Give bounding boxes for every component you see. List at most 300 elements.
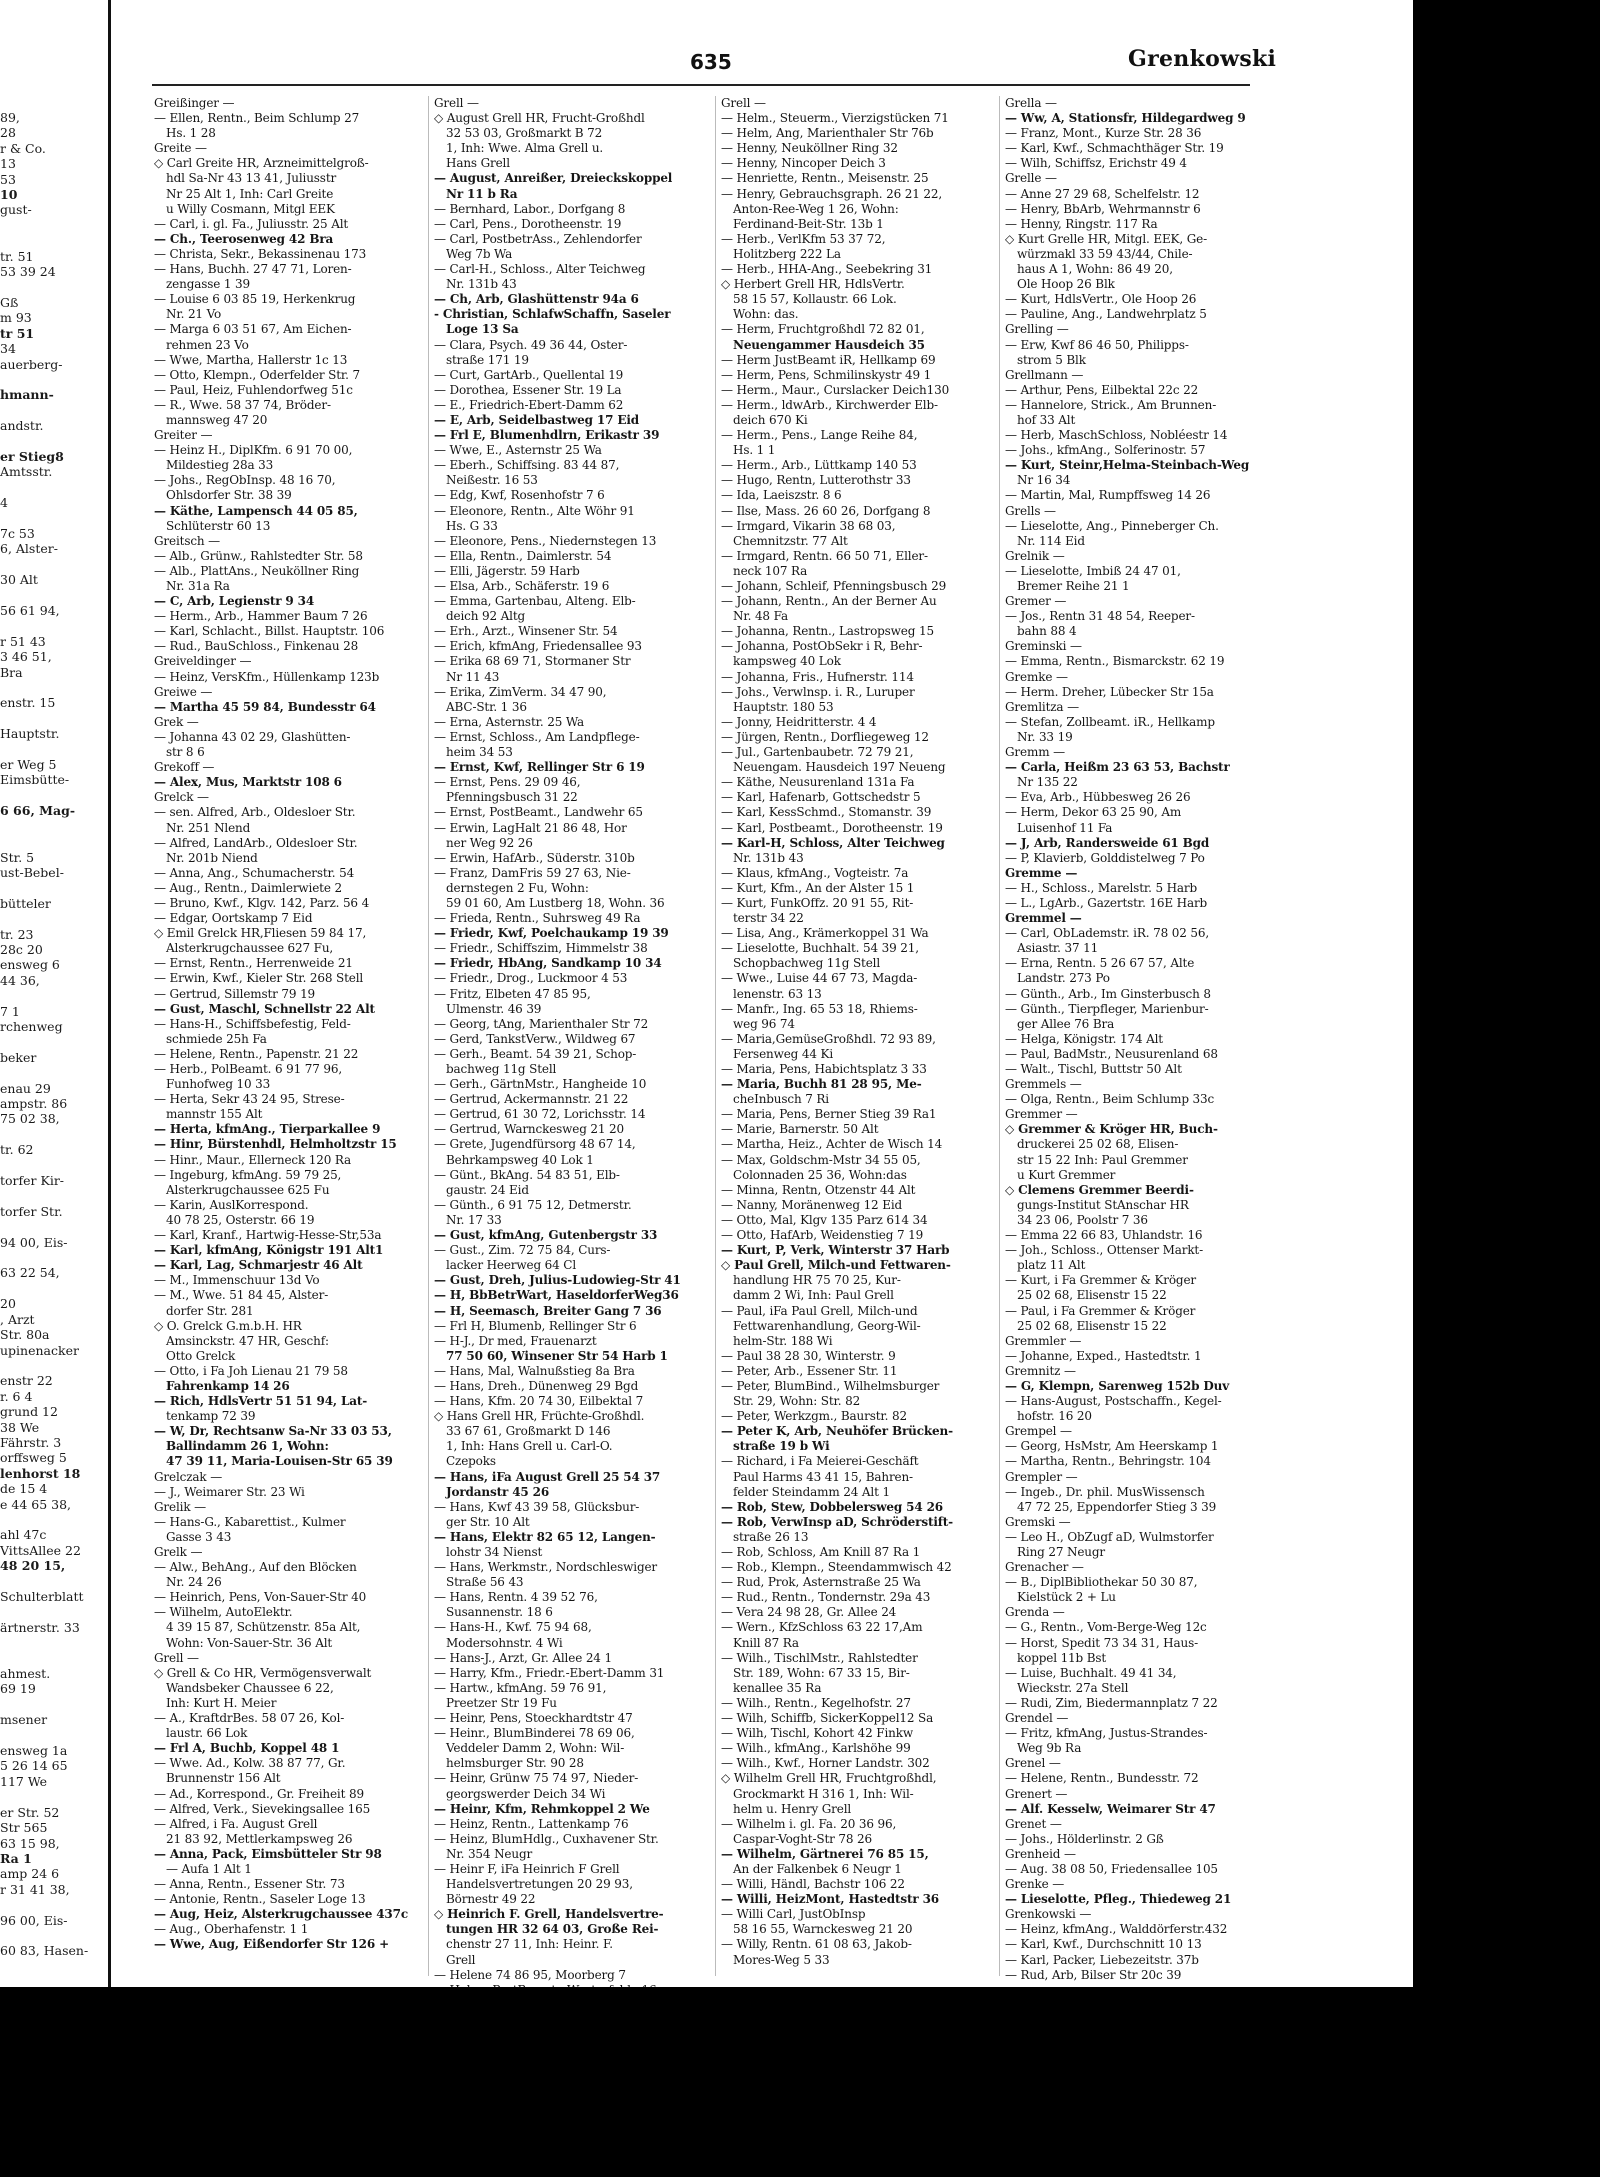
previous-page-line: orffsweg 5: [0, 1450, 67, 1466]
previous-page-line: ahl 47c: [0, 1527, 47, 1543]
entry-continuation-line: Czepoks: [446, 1454, 496, 1469]
directory-entry-line: — Emma, Rentn., Bismarckstr. 62 19: [1005, 654, 1225, 669]
directory-entry-line: — E, Arb, Seidelbastweg 17 Eid: [434, 412, 639, 427]
previous-page-line: 4: [0, 495, 8, 511]
directory-entry-line: — Richard, i Fa Meierei-Geschäft: [721, 1454, 919, 1469]
directory-entry-line: — Gerh., Beamt. 54 39 21, Schop-: [434, 1046, 637, 1061]
previous-page-line: 63 15 98,: [0, 1835, 60, 1851]
previous-page-line: tr. 51: [0, 248, 34, 264]
previous-page-line: [0, 1034, 104, 1049]
entry-continuation-line: lohstr 34 Nienst: [446, 1545, 543, 1559]
directory-entry-line: — Vera 24 98 28, Gr. Allee 24: [721, 1605, 897, 1620]
entry-continuation-line: Nr 16 34: [1017, 473, 1071, 488]
directory-entry-line: — Henriette, Rentn., Meisenstr. 25: [721, 171, 929, 186]
directory-entry-line: — Gertrud, Sillemstr 79 19: [154, 986, 316, 1001]
directory-entry-line: Gremnitz —: [1005, 1363, 1076, 1378]
directory-entry-line: — Herb, MaschSchloss, Nobléestr 14: [1005, 428, 1228, 443]
scan-border-right: [1413, 0, 1600, 1987]
previous-page-line: msener: [0, 1712, 48, 1728]
directory-entry-line: — Karl, Kwf., Schmachthäger Str. 19: [1005, 141, 1224, 156]
directory-entry-line: — Friedr., Drog., Luckmoor 4 53: [434, 971, 628, 986]
entry-continuation-line: Gasse 3 43: [166, 1529, 232, 1544]
entry-continuation-line: Caspar-Voght-Str 78 26: [733, 1831, 872, 1846]
directory-entry-line: — Hans, Kfm. 20 74 30, Eilbektal 7: [434, 1394, 644, 1409]
entry-continuation-line: würzmakl 33 59 43/44, Chile-: [1017, 246, 1193, 261]
previous-page-line: [0, 480, 104, 495]
previous-page-line: tr. 62: [0, 1142, 34, 1158]
previous-page-line: 44 36,: [0, 972, 40, 988]
directory-entry-line: — Peter, BlumBind., Wilhelmsburger: [721, 1378, 940, 1393]
previous-page-line: 56 61 94,: [0, 603, 60, 618]
previous-page-line: [0, 1897, 104, 1912]
directory-entry-line: Gremmels —: [1005, 1077, 1082, 1092]
directory-entry-line: Grekoff —: [154, 760, 215, 775]
directory-entry-line: — Karl, KessSchmd., Stomanstr. 39: [721, 805, 932, 820]
previous-page-line: enau 29: [0, 1080, 51, 1096]
directory-entry-line: — Jonny, Heidritterstr. 4 4: [721, 714, 877, 729]
directory-entry-line: — Hinr, Bürstenhdl, Helmholtzstr 15: [154, 1137, 397, 1152]
directory-entry-line: Grenkowski —: [1005, 1907, 1092, 1922]
directory-entry-line: — Heinz, BlumHdlg., Cuxhavener Str.: [434, 1831, 659, 1846]
directory-entry-line: — Willi, HeizMont, Hastedtstr 36: [721, 1892, 939, 1907]
entry-continuation-line: kampsweg 40 Lok: [733, 654, 841, 669]
directory-entry-line: — Eleonore, Pens., Niedernstegen 13: [434, 533, 657, 548]
entry-continuation-line: rehmen 23 Vo: [166, 337, 249, 352]
directory-entry-line: Gremlitza —: [1005, 699, 1079, 714]
previous-page-line: [0, 911, 104, 926]
directory-entry-line: — Louise 6 03 85 19, Herkenkrug: [154, 292, 356, 307]
entry-continuation-line: Landstr. 273 Po: [1017, 971, 1110, 986]
entry-continuation-line: Ole Hoop 26 Blk: [1017, 277, 1115, 292]
entry-continuation-line: kenallee 35 Ra: [733, 1680, 822, 1695]
directory-entry-line: — Jürgen, Rentn., Dorfliegeweg 12: [721, 729, 929, 744]
entry-continuation-line: 4 39 15 87, Schützenstr. 85a Alt,: [166, 1620, 361, 1635]
entry-continuation-line: Otto Grelck: [166, 1348, 236, 1363]
entry-continuation-line: chenstr 27 11, Inh: Heinr. F.: [446, 1937, 613, 1952]
directory-entry-line: — Bruno, Kwf., Klgv. 142, Parz. 56 4: [154, 895, 370, 910]
entry-continuation-line: Wieckstr. 27a Stell: [1017, 1680, 1129, 1695]
entry-continuation-line: Weg 9b Ra: [1017, 1741, 1082, 1756]
directory-entry-line: Greitsch —: [154, 533, 221, 548]
previous-page-line: Amtsstr.: [0, 464, 53, 480]
entry-continuation-line: Mores-Weg 5 33: [733, 1952, 830, 1967]
directory-entry-line: — Marga 6 03 51 67, Am Eichen-: [154, 322, 352, 337]
previous-page-line: upinenacker: [0, 1342, 79, 1358]
directory-entry-line: Grenet —: [1005, 1816, 1062, 1831]
previous-page-line: r. 6 4: [0, 1388, 33, 1404]
entry-continuation-line: Hs. 1 1: [733, 443, 776, 458]
previous-page-line: Gß: [0, 294, 19, 310]
previous-page-line: tr. 23: [0, 926, 34, 942]
entry-continuation-line: Hs. G 33: [446, 518, 498, 533]
directory-entry-line: ◇ Emil Grelck HR,Fliesen 59 84 17,: [154, 926, 367, 941]
directory-entry-line: ◇ Carl Greite HR, Arzneimittelgroß-: [154, 156, 369, 171]
directory-entry-line: — Anna, Pack, Eimsbütteler Str 98: [154, 1846, 382, 1861]
directory-entry-line: — Carl, i. gl. Fa., Juliusstr. 25 Alt: [154, 216, 349, 231]
directory-entry-line: — Clara, Psych. 49 36 44, Oster-: [434, 337, 628, 352]
entry-continuation-line: Nr. 201b Niend: [166, 850, 258, 865]
previous-page-line: 48 20 15,: [0, 1558, 66, 1574]
directory-entry-line: — Herm., Arb., Lüttkamp 140 53: [721, 458, 917, 473]
directory-entry-line: — Walt., Tischl, Buttstr 50 Alt: [1005, 1062, 1182, 1076]
directory-entry-line: — Herm., Arb., Hammer Baum 7 26: [154, 609, 368, 624]
previous-page-line: 34: [0, 341, 16, 357]
directory-entry-line: — Hans-J., Arzt, Gr. Allee 24 1: [434, 1650, 612, 1665]
directory-entry-line: — Karl, Schlacht., Billst. Hauptstr. 106: [154, 624, 385, 639]
entry-continuation-line: Amsinckstr. 47 HR, Geschf:: [166, 1333, 329, 1348]
entry-continuation-line: 47 72 25, Eppendorfer Stieg 3 39: [1017, 1499, 1217, 1514]
directory-entry-line: — Eberh., Schiffsing. 83 44 87,: [434, 458, 620, 473]
previous-page-line: 13: [0, 156, 16, 172]
entry-continuation-line: Nr 25 Alt 1, Inh: Carl Greite: [166, 186, 334, 201]
previous-page-line: amp 24 6: [0, 1866, 60, 1882]
directory-entry-line: — Hans-H., Kwf. 75 94 68,: [434, 1620, 592, 1635]
directory-entry-line: Grempel —: [1005, 1424, 1072, 1439]
directory-entry-line: — Erwin, Kwf., Kieler Str. 268 Stell: [154, 971, 364, 986]
directory-entry-line: — Herm, Pens, Schmilinskystr 49 1: [721, 367, 932, 382]
entry-continuation-line: mannstr 155 Alt: [166, 1107, 263, 1122]
page-number: 635: [690, 50, 732, 74]
directory-entry-line: — Joh., Schloss., Ottenser Markt-: [1005, 1243, 1204, 1258]
directory-entry-line: — Anna, Ang., Schumacherstr. 54: [154, 865, 355, 880]
directory-entry-line: — Ingeburg, kfmAng. 59 79 25,: [154, 1167, 342, 1182]
directory-entry-line: — B., DiplBibliothekar 50 30 87,: [1005, 1575, 1198, 1590]
running-header: Grenkowski: [1128, 46, 1277, 72]
directory-entry-line: Grell —: [721, 96, 766, 110]
previous-page-line: VittsAllee 22: [0, 1542, 81, 1558]
directory-entry-line: Gremmer —: [1005, 1107, 1078, 1122]
previous-page-line: Str 565: [0, 1820, 48, 1836]
previous-page-line: 28c 20: [0, 941, 43, 957]
previous-page-line: beker: [0, 1049, 37, 1065]
directory-entry-line: — Ella, Rentn., Daimlerstr. 54: [434, 548, 612, 563]
directory-entry-line: — M., Wwe. 51 84 45, Alster-: [154, 1288, 329, 1303]
directory-entry-line: — Ellen, Rentn., Beim Schlump 27: [154, 111, 360, 126]
directory-entry-line: — Günth., Tierpfleger, Marienbur-: [1005, 1001, 1209, 1016]
directory-entry-line: — Alfred, Verk., Sievekingsallee 165: [154, 1801, 371, 1816]
entry-continuation-line: 77 50 60, Winsener Str 54 Harb 1: [446, 1348, 668, 1363]
entry-continuation-line: Kielstück 2 + Lu: [1017, 1590, 1116, 1605]
directory-entry-line: — Hannelore, Strick., Am Brunnen-: [1005, 397, 1217, 412]
previous-page-line: bütteler: [0, 895, 51, 911]
directory-entry-line: — Frl E, Blumenhdlrn, Erikastr 39: [434, 428, 660, 443]
entry-continuation-line: Alsterkrugchaussee 627 Fu,: [166, 941, 334, 956]
directory-entry-line: — H, BbBetrWart, HaseldorferWeg36: [434, 1288, 679, 1303]
directory-entry-line: — Wilh, Schiffsz, Erichstr 49 4: [1005, 156, 1187, 171]
entry-continuation-line: Preetzer Str 19 Fu: [446, 1695, 557, 1710]
directory-entry-line: Grendel —: [1005, 1711, 1069, 1726]
directory-entry-line: — Erna, Rentn. 5 26 67 57, Alte: [1005, 956, 1195, 971]
entry-continuation-line: gaustr. 24 Eid: [446, 1182, 529, 1197]
directory-entry-line: Grenel —: [1005, 1756, 1061, 1771]
directory-entry-line: — Eleonore, Rentn., Alte Wöhr 91: [434, 503, 635, 518]
directory-entry-line: — Ch., Teerosenweg 42 Bra: [154, 231, 334, 246]
entry-continuation-line: Neißestr. 16 53: [446, 473, 538, 488]
directory-entry-line: — C, Arb, Legienstr 9 34: [154, 594, 315, 609]
directory-entry-line: — Wilh, Tischl, Kohort 42 Finkw: [721, 1726, 913, 1741]
previous-page-line: [0, 618, 104, 633]
directory-entry-line: ◇ Hans Grell HR, Früchte-Großhdl.: [434, 1409, 645, 1424]
entry-continuation-line: Asiastr. 37 11: [1017, 941, 1099, 956]
directory-entry-line: — Erwin, LagHalt 21 86 48, Hor: [434, 820, 627, 835]
directory-entry-line: — Leo H., ObZugf aD, Wulmstorfer: [1005, 1529, 1214, 1544]
entry-continuation-line: dorfer Str. 281: [166, 1303, 254, 1318]
directory-entry-line: — Erna, Asternstr. 25 Wa: [434, 714, 584, 729]
directory-entry-line: — Olga, Rentn., Beim Schlump 33c: [1005, 1092, 1215, 1107]
directory-entry-line: — Carl-H., Schloss., Alter Teichweg: [434, 262, 646, 277]
directory-entry-line: — Herb., PolBeamt. 6 91 77 96,: [154, 1062, 342, 1076]
directory-entry-line: Gremski —: [1005, 1514, 1071, 1529]
previous-page-line: [0, 1574, 104, 1589]
entry-continuation-line: Straße 56 43: [446, 1575, 524, 1590]
directory-entry-line: — Hans, Werkmstr., Nordschleswiger: [434, 1560, 658, 1575]
entry-continuation-line: Grell: [446, 1952, 476, 1967]
directory-entry-line: Greiwe —: [154, 684, 213, 699]
directory-entry-line: — Georg, HsMstr, Am Heerskamp 1: [1005, 1439, 1219, 1454]
entry-continuation-line: Knill 87 Ra: [733, 1635, 799, 1650]
directory-entry-line: — Helene, Rentn., Bundesstr. 72: [1005, 1771, 1199, 1786]
previous-page-line: e 44 65 38,: [0, 1496, 72, 1512]
directory-entry-line: — Luise, Buchhalt. 49 41 34,: [1005, 1665, 1177, 1680]
directory-entry-line: — Käthe, Lampensch 44 05 85,: [154, 503, 358, 518]
entry-continuation-line: helm u. Henry Grell: [733, 1801, 852, 1816]
directory-entry-line: — Johs., Verwlnsp. i. R., Luruper: [721, 684, 915, 699]
directory-entry-line: — Herta, kfmAng., Tierparkallee 9: [154, 1122, 381, 1137]
directory-entry-line: Gremmler —: [1005, 1333, 1082, 1348]
directory-entry-line: — Herb., HHA-Ang., Seebekring 31: [721, 262, 933, 277]
previous-page-line: , Arzt: [0, 1311, 35, 1327]
entry-continuation-line: 25 02 68, Elisenstr 15 22: [1017, 1318, 1167, 1333]
directory-entry-line: ◇ Wilhelm Grell HR, Fruchtgroßhdl,: [721, 1771, 937, 1786]
directory-entry-line: — Johanne, Exped., Hastedtstr. 1: [1005, 1348, 1202, 1363]
entry-continuation-line: 21 83 92, Mettlerkampsweg 26: [166, 1831, 353, 1846]
directory-entry-line: — Heinr, Pens, Stoeckhardtstr 47: [434, 1711, 633, 1726]
previous-page-line: [0, 434, 104, 449]
directory-entry-line: — Kurt, HdlsVertr., Ole Hoop 26: [1005, 292, 1197, 307]
entry-continuation-line: weg 96 74: [733, 1016, 795, 1031]
directory-entry-line: — R., Wwe. 58 37 74, Bröder-: [154, 397, 331, 412]
previous-page-line: andstr.: [0, 418, 44, 434]
entry-continuation-line: felder Steindamm 24 Alt 1: [733, 1484, 890, 1499]
directory-entry-line: — Aug, Heiz, Alsterkrugchaussee 437c: [154, 1907, 408, 1922]
directory-entry-line: — Karl-H, Schloss, Alter Teichweg: [721, 835, 945, 850]
directory-entry-line: — Maria, Pens, Berner Stieg 39 Ra1: [721, 1107, 937, 1122]
directory-entry-line: — August, Anreißer, Dreieckskoppel: [434, 171, 673, 186]
entry-continuation-line: helmsburger Str. 90 28: [446, 1756, 584, 1771]
directory-entry-line: — Ernst, Kwf, Rellinger Str 6 19: [434, 760, 645, 775]
entry-continuation-line: u Kurt Gremmer: [1017, 1167, 1116, 1182]
previous-page-line: [0, 403, 104, 418]
entry-continuation-line: str 8 6: [166, 745, 205, 760]
entry-continuation-line: Börnestr 49 22: [446, 1892, 536, 1907]
directory-entry-line: — Heinz, VersKfm., Hüllenkamp 123b: [154, 669, 380, 684]
directory-entry-line: — Klaus, kfmAng., Vogteistr. 7a: [721, 865, 909, 880]
directory-entry-line: Grenke —: [1005, 1877, 1065, 1892]
directory-entry-line: — Franz, Mont., Kurze Str. 28 36: [1005, 126, 1202, 141]
directory-entry-line: — Hartw., kfmAng. 59 76 91,: [434, 1680, 607, 1695]
entry-continuation-line: Fahrenkamp 14 26: [166, 1378, 290, 1393]
entry-continuation-line: Str. 189, Wohn: 67 33 15, Bir-: [733, 1665, 910, 1680]
directory-entry-line: — Rud., BauSchloss., Finkenau 28: [154, 639, 359, 654]
directory-entry-line: — Henny, Nincoper Deich 3: [721, 156, 886, 171]
directory-entry-line: — M., Immenschuur 13d Vo: [154, 1273, 320, 1288]
entry-continuation-line: Nr. 131b 43: [446, 277, 517, 292]
directory-entry-line: — Wilh., Kwf., Horner Landstr. 302: [721, 1756, 930, 1771]
previous-page-line: 7 1: [0, 1003, 20, 1019]
entry-continuation-line: Schlüterstr 60 13: [166, 518, 271, 533]
directory-entry-line: — Friedr, HbAng, Sandkamp 10 34: [434, 956, 662, 971]
entry-continuation-line: Chemnitzstr. 77 Alt: [733, 533, 848, 548]
directory-entry-line: — Paul, Heiz, Fuhlendorfweg 51c: [154, 382, 353, 397]
entry-continuation-line: Schopbachweg 11g Stell: [733, 956, 881, 971]
directory-entry-line: Gremm —: [1005, 745, 1065, 760]
directory-entry-line: — Lieselotte, Ang., Pinneberger Ch.: [1005, 518, 1219, 533]
directory-entry-line: — Martha 45 59 84, Bundesstr 64: [154, 699, 376, 714]
directory-entry-line: - Christian, SchlafwSchaffn, Saseler: [434, 307, 671, 322]
directory-entry-line: Grek —: [154, 714, 199, 729]
directory-entry-line: — Gertrud, Ackermannstr. 21 22: [434, 1092, 629, 1107]
directory-entry-line: — Lieselotte, Imbiß 24 47 01,: [1005, 563, 1181, 578]
previous-page-line: [0, 557, 104, 572]
previous-page-line: [0, 1127, 104, 1142]
previous-page-line: 89,: [0, 110, 20, 125]
directory-entry-line: Gremmel —: [1005, 911, 1082, 926]
directory-entry-line: — Herm., Pens., Lange Reihe 84,: [721, 428, 918, 443]
previous-page-line: ensweg 1a: [0, 1743, 68, 1759]
scan-border-bottom: [0, 1987, 1600, 2177]
directory-entry-line: — Rob, Stew, Dobbelersweg 54 26: [721, 1499, 944, 1514]
directory-entry-line: — Lieselotte, Pfleg., Thiedeweg 21: [1005, 1892, 1232, 1907]
directory-entry-line: — Ernst, Rentn., Herrenweide 21: [154, 956, 353, 971]
previous-page-line: Hauptstr.: [0, 726, 60, 742]
entry-continuation-line: Nr 135 22: [1017, 775, 1078, 790]
previous-page-line: er Weg 5: [0, 757, 57, 773]
entry-continuation-line: laustr. 66 Lok: [166, 1726, 248, 1741]
directory-entry-line: — Gust, Maschl, Schnellstr 22 Alt: [154, 1001, 375, 1016]
directory-entry-line: — Helene 74 86 95, Moorberg 7: [434, 1967, 626, 1982]
entry-continuation-line: druckerei 25 02 68, Elisen-: [1017, 1137, 1179, 1152]
directory-entry-line: — Johs., RegObInsp. 48 16 70,: [154, 473, 336, 488]
directory-entry-line: — W, Dr, Rechtsanw Sa-Nr 33 03 53,: [154, 1424, 392, 1439]
directory-entry-line: — Edgar, Oortskamp 7 Eid: [154, 911, 313, 926]
previous-page-line: [0, 788, 104, 803]
entry-continuation-line: ger Str. 10 Alt: [446, 1514, 530, 1529]
directory-entry-line: — Jos., Rentn 31 48 54, Reeper-: [1005, 609, 1195, 624]
directory-entry-line: — H-J., Dr med, Frauenarzt: [434, 1333, 597, 1348]
directory-entry-line: Greiveldinger —: [154, 654, 252, 669]
directory-entry-line: — Helene, Rentn., Papenstr. 21 22: [154, 1046, 359, 1061]
directory-entry-line: — Gust., Zim. 72 75 84, Curs-: [434, 1243, 611, 1258]
directory-entry-line: Grelling —: [1005, 322, 1069, 337]
directory-entry-line: — Gerd, TankstVerw., Wildweg 67: [434, 1031, 636, 1046]
entry-continuation-line: Nr. 24 26: [166, 1575, 222, 1590]
directory-entry-line: — Franz, DamFris 59 27 63, Nie-: [434, 865, 631, 880]
directory-entry-line: — Maria, Pens, Habichtsplatz 3 33: [721, 1062, 927, 1076]
entry-continuation-line: mannsweg 47 20: [166, 412, 268, 427]
directory-entry-line: Grell —: [154, 1650, 199, 1665]
entry-continuation-line: Bremer Reihe 21 1: [1017, 579, 1130, 593]
directory-entry-line: — Arthur, Pens, Eilbektal 22c 22: [1005, 382, 1199, 397]
directory-entry-line: — Horst, Spedit 73 34 31, Haus-: [1005, 1635, 1198, 1650]
directory-entry-line: — Anne 27 29 68, Schelfelstr. 12: [1005, 186, 1200, 201]
entry-continuation-line: 58 15 57, Kollaustr. 66 Lok.: [733, 292, 897, 307]
header-rule: [152, 84, 1250, 86]
entry-continuation-line: Neuengammer Hausdeich 35: [733, 337, 925, 352]
directory-entry-line: ◇ Paul Grell, Milch-und Fettwaren-: [721, 1258, 951, 1273]
directory-entry-line: — Martin, Mal, Rumpffsweg 14 26: [1005, 488, 1211, 503]
directory-entry-line: — Hans, Dreh., Dünenweg 29 Bgd: [434, 1378, 639, 1393]
directory-entry-line: — Herm., Maur., Curslacker Deich130: [721, 382, 950, 397]
directory-entry-line: Gremke —: [1005, 669, 1068, 684]
previous-page-line: Ra 1: [0, 1850, 32, 1866]
directory-entry-line: — Wwe, E., Asternstr 25 Wa: [434, 443, 602, 458]
directory-entry-line: — Friedr., Schiffszim, Himmelstr 38: [434, 941, 648, 956]
entry-continuation-line: Susannenstr. 18 6: [446, 1605, 553, 1620]
previous-page-line: [0, 1789, 104, 1804]
previous-page-line: [0, 1188, 104, 1203]
entry-continuation-line: Nr. 354 Neugr: [446, 1846, 533, 1861]
previous-page-line: 75 02 38,: [0, 1111, 60, 1127]
previous-page-line: Eimsbütte-: [0, 772, 70, 788]
entry-continuation-line: 33 67 61, Großmarkt D 146: [446, 1424, 611, 1439]
directory-entry-line: — Herm, Dekor 63 25 90, Am: [1005, 805, 1182, 820]
previous-page-line: [0, 1250, 104, 1265]
previous-page-line: [0, 1065, 104, 1080]
previous-page-line: ampstr. 86: [0, 1096, 68, 1111]
directory-entry-line: — Kurt, P, Verk, Winterstr 37 Harb: [721, 1243, 950, 1258]
entry-continuation-line: 47 39 11, Maria-Louisen-Str 65 39: [166, 1454, 393, 1469]
directory-entry-line: — Ida, Laeiszstr. 8 6: [721, 488, 842, 503]
previous-page-line: ust-Bebel-: [0, 864, 64, 880]
directory-entry-line: — H., Schloss., Marelstr. 5 Harb: [1005, 880, 1198, 895]
entry-continuation-line: 34 23 06, Poolstr 7 36: [1017, 1212, 1148, 1227]
previous-page-line: tr 51: [0, 325, 35, 341]
directory-entry-line: — Wern., KfzSchloss 63 22 17,Am: [721, 1620, 923, 1635]
entry-continuation-line: straße 26 13: [733, 1529, 809, 1544]
directory-entry-line: — Johanna 43 02 29, Glashütten-: [154, 729, 351, 744]
entry-continuation-line: Nr. 21 Vo: [166, 307, 222, 322]
directory-entry-line: — sen. Alfred, Arb., Oldesloer Str.: [154, 805, 356, 820]
directory-entry-line: — Anna, Rentn., Essener Str. 73: [154, 1877, 345, 1892]
previous-page-fragment: [0, 110, 104, 1970]
entry-continuation-line: zengasse 1 39: [166, 277, 250, 292]
previous-page-line: Schulterblatt: [0, 1589, 84, 1604]
previous-page-line: [0, 742, 104, 757]
directory-entry-line: — Rob, VerwInsp aD, Schröderstift-: [721, 1514, 953, 1529]
directory-entry-line: — J, Arb, Randersweide 61 Bgd: [1005, 835, 1210, 850]
directory-entry-line: — Ernst, Schloss., Am Landpflege-: [434, 729, 640, 744]
directory-entry-line: — Alfred, LandArb., Oldesloer Str.: [154, 835, 358, 850]
previous-page-line: [0, 1158, 104, 1173]
entry-continuation-line: u Willy Cosmann, Mitgl EEK: [166, 201, 335, 216]
entry-continuation-line: bahn 88 4: [1017, 624, 1077, 639]
entry-continuation-line: Hs. 1 28: [166, 126, 216, 141]
entry-continuation-line: Wohn: das.: [733, 307, 799, 322]
directory-entry-line: — Lieselotte, Buchhalt. 54 39 21,: [721, 941, 919, 956]
directory-entry-line: Grelck —: [154, 790, 209, 805]
entry-continuation-line: strom 5 Blk: [1017, 352, 1086, 367]
directory-entry-line: Grelczak —: [154, 1469, 223, 1484]
entry-continuation-line: Nr. 33 19: [1017, 729, 1073, 744]
directory-entry-line: — Maria, Buchh 81 28 95, Me-: [721, 1077, 922, 1092]
directory-entry-line: — Alex, Mus, Marktstr 108 6: [154, 775, 342, 790]
previous-page-line: 30 Alt: [0, 572, 38, 588]
entry-continuation-line: ner Weg 92 26: [446, 835, 533, 850]
directory-entry-line: — Paul, i Fa Gremmer & Kröger: [1005, 1303, 1196, 1318]
directory-entry-line: — Kurt, FunkOffz. 20 91 55, Rit-: [721, 895, 914, 910]
directory-entry-line: — Hans, Buchh. 27 47 71, Loren-: [154, 262, 352, 277]
entry-continuation-line: 59 01 60, Am Lustberg 18, Wohn. 36: [446, 895, 665, 910]
